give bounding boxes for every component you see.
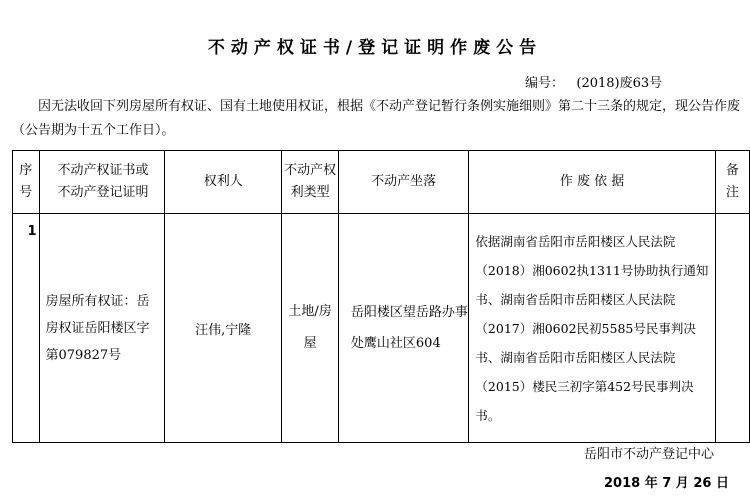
- row-seq: 1: [13, 214, 40, 443]
- notice-title: 不动产权证书/登记证明作废公告: [207, 38, 543, 58]
- row-location: 岳阳楼区望岳路办事处鹰山社区604: [338, 214, 469, 443]
- header-holder: 权利人: [165, 151, 282, 214]
- intro-text: 因无法收回下列房屋所有权证、国有土地使用权证，根据《不动产登记暂行条例实施细则》第二十三条的规定，现公告作废（公告期为十五个工作日）。: [12, 99, 741, 138]
- header-right-type: 不动产权 利类型: [282, 151, 339, 214]
- row-basis: 依据湖南省岳阳市岳阳楼区人民法院（2018）湘0602执1311号协助执行通知书、湖南省岳阳市岳阳楼区人民法院（2017）湘0602民初5585号民事判决书、湖南省岳阳市岳阳楼区人民法院（2015）楼民三初字第452号民事判决书。: [469, 214, 715, 443]
- table-row: [13, 214, 750, 443]
- issue-date: 2018 年 7 月 26 日: [604, 476, 729, 491]
- row-certificate: 房屋所有权证：岳房权证岳阳楼区字第079827号: [39, 214, 165, 443]
- header-seq: 序 号: [13, 151, 40, 214]
- row-right-type: 土地/房屋: [282, 214, 339, 443]
- header-basis: 作 废 依 据: [469, 151, 715, 214]
- header-certificate: 不动产权证书或 不动产登记证明: [39, 151, 165, 214]
- header-remark: 备 注: [715, 151, 749, 214]
- row-holder: 汪伟,宁隆: [165, 214, 282, 443]
- issuer-name: 岳阳市不动产登记中心: [584, 447, 715, 462]
- header-location: 不动产坐落: [338, 151, 469, 214]
- document-number: 编号： (2018)废63号: [525, 76, 663, 91]
- row-remark: [715, 214, 749, 443]
- table-header-row: [13, 151, 750, 214]
- intro-paragraph: [12, 95, 742, 143]
- void-certificate-table: [12, 150, 750, 443]
